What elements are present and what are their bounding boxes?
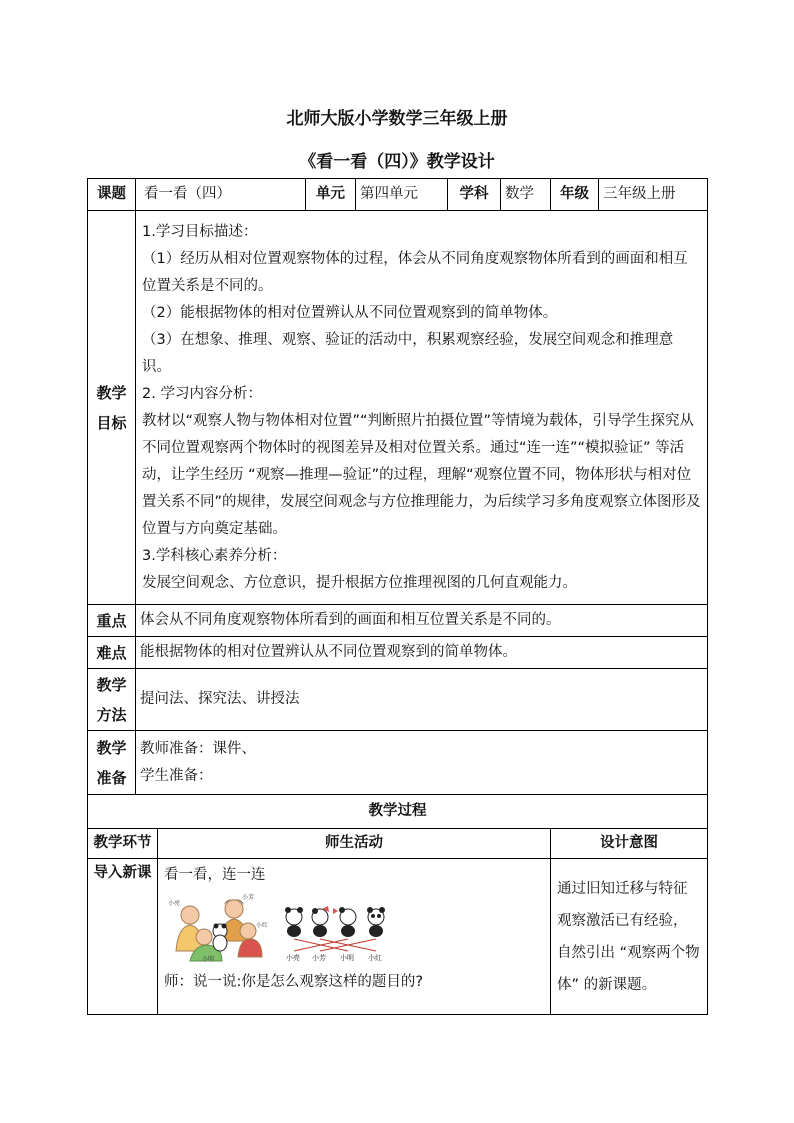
goals-line: （3）在想象、推理、观察、验证的活动中，积累观察经验，发展空间观念和推理意识。	[142, 331, 674, 375]
goals-content	[136, 211, 708, 605]
process-title: 教学过程	[88, 795, 708, 829]
process-row	[88, 859, 708, 1015]
nian-ji-label: 年级	[551, 179, 599, 211]
goals-line: 1.学习目标描述：	[142, 223, 258, 240]
panda-view-3	[333, 907, 356, 937]
key-point-row	[88, 605, 708, 637]
teacher-preparation: 教师准备：课件、	[140, 740, 256, 757]
document-subtitle: 《看一看（四）》教学设计	[299, 152, 495, 172]
key-point-text: 体会从不同角度观察物体所看到的画面和相互位置关系是不同的。	[136, 605, 708, 637]
difficulty-row	[88, 637, 708, 669]
goals-line: （1）经历从相对位置观察物体的过程，体会从不同角度观察物体所看到的画面和相互位置关系是不同的。	[142, 250, 688, 294]
goals-line: （2）能根据物体的相对位置辨认从不同位置观察到的简单物体。	[142, 304, 558, 321]
scene-label-fang: 小芳	[242, 894, 255, 901]
scene-label-liang: 小亮	[168, 900, 181, 907]
scene-label-hong: 小红	[256, 922, 269, 929]
activity-column-header: 师生活动	[158, 829, 551, 859]
preparation-label-line-2: 准备	[96, 768, 127, 787]
process-title-row	[88, 795, 708, 829]
answer-label: 小芳	[312, 954, 326, 962]
header-row	[88, 179, 708, 211]
xue-ke-value: 数学	[501, 179, 551, 211]
preparation-content	[136, 731, 708, 795]
goals-line: 教材以“观察人物与物体相对位置”“判断照片拍摄位置”等情境为载体，引导学生探究从不同位置观察两个物体时的视图差异及相对位置关系。通过“连一连”“模拟验证” 等活动，让学生经历 “观察—推理—验证”的过程，理解“观察位置不同，物体形状与相对位置关系不同”的规律，发展空间观念与方位推理能力，为后续学习多角度观察立体图形及位置与方向奠定基础。	[142, 412, 701, 537]
preparation-row	[88, 731, 708, 795]
nian-ji-value: 三年级上册	[599, 179, 708, 211]
difficulty-text: 能根据物体的相对位置辨认从不同位置观察到的简单物体。	[136, 637, 708, 669]
methods-label-line-1: 教学	[96, 675, 127, 694]
stage-cell: 导入新课	[88, 859, 158, 1015]
children-panda-scene	[164, 891, 272, 963]
key-point-label: 重点	[88, 605, 136, 637]
answer-label: 小红	[368, 954, 382, 962]
dan-yuan-label: 单元	[306, 179, 356, 211]
methods-label-line-2: 方法	[96, 705, 127, 724]
goals-label-line-2: 目标	[96, 413, 127, 432]
exercise-illustration	[164, 891, 544, 963]
answer-label: 小明	[340, 954, 354, 962]
goals-label-line-1: 教学	[96, 383, 127, 402]
intent-cell: 通过旧知迁移与特征观察激活已有经验，自然引出 “观察两个物体” 的新课题。	[551, 859, 708, 1015]
activity-cell	[158, 859, 551, 1015]
activity-text-2: 师：说一说:你是怎么观察这样的题目的?	[164, 974, 424, 990]
goals-line: 发展空间观念、方位意识，提升根据方位推理视图的几何直观能力。	[142, 574, 577, 591]
panda-views-matching	[282, 903, 392, 963]
goals-label	[88, 211, 136, 605]
answer-label: 小亮	[286, 954, 300, 962]
panda-view-1	[285, 907, 303, 937]
methods-row	[88, 669, 708, 731]
panda-view-2	[312, 906, 329, 937]
difficulty-label: 难点	[88, 637, 136, 669]
goals-row	[88, 211, 708, 605]
student-preparation: 学生准备：	[140, 767, 213, 784]
lesson-plan-table	[87, 178, 708, 1015]
goals-line: 3.学科核心素养分析：	[142, 547, 287, 564]
process-header-row	[88, 829, 708, 859]
activity-text-1: 看一看，连一连	[164, 867, 266, 883]
panda-view-4	[367, 907, 385, 937]
methods-text: 提问法、探究法、讲授法	[136, 669, 708, 731]
scene-label-ming: 小明	[202, 956, 215, 963]
methods-label	[88, 669, 136, 731]
preparation-label	[88, 731, 136, 795]
xue-ke-label: 学科	[448, 179, 501, 211]
stage-column-header: 教学环节	[88, 829, 158, 859]
goals-line: 2. 学习内容分析：	[142, 385, 262, 402]
dan-yuan-value: 第四单元	[356, 179, 448, 211]
preparation-label-line-1: 教学	[96, 738, 127, 757]
document-title: 北师大版小学数学三年级上册	[286, 109, 508, 129]
ke-ti-label: 课题	[88, 179, 136, 211]
intent-column-header: 设计意图	[551, 829, 708, 859]
ke-ti-value: 看一看（四）	[136, 179, 306, 211]
